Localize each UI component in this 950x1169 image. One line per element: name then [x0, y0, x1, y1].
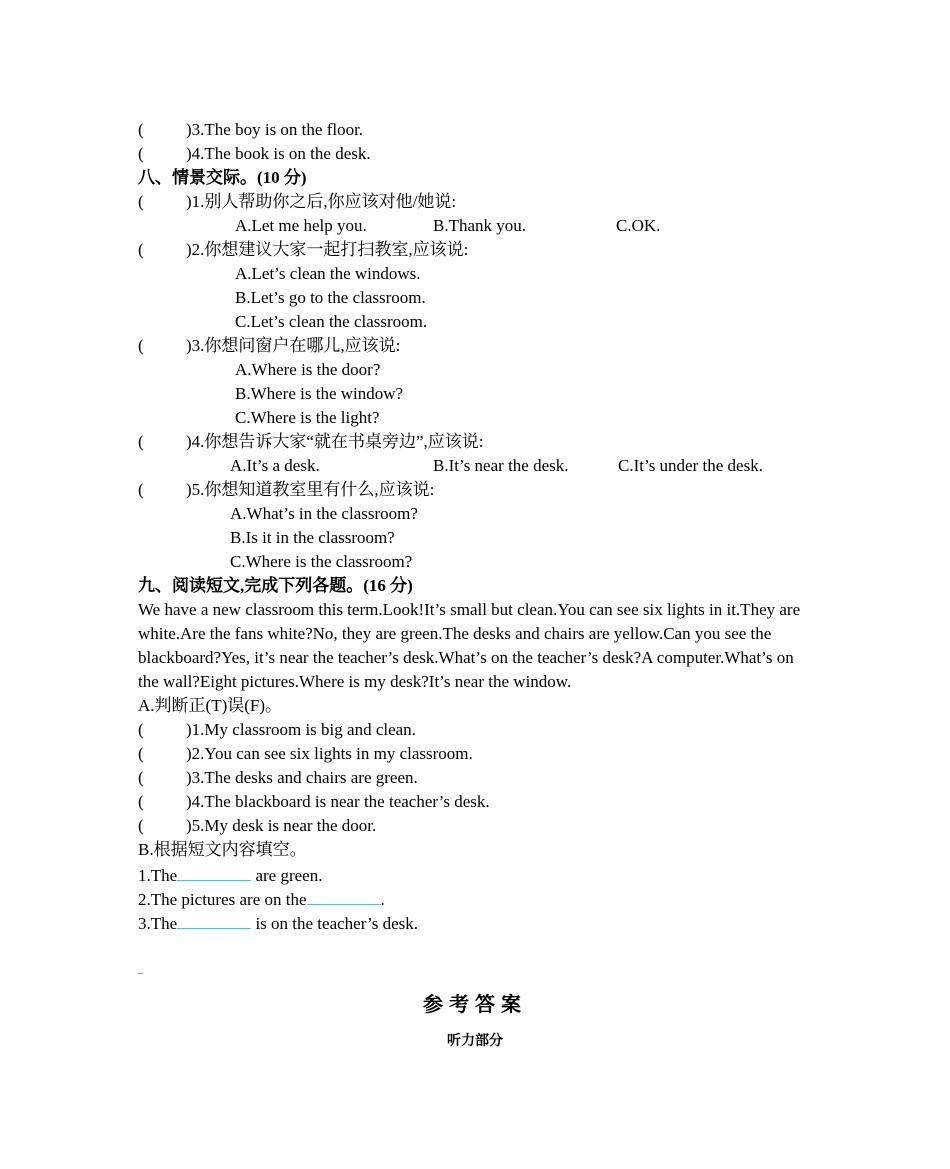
listening-section-title: 听力部分: [447, 1033, 503, 1049]
tf-item-1: [138, 718, 803, 742]
section-8-heading: 八、情景交际。(10 分): [138, 168, 307, 187]
option-b: B.Is it in the classroom?: [230, 528, 395, 547]
q8-q1-options: [138, 214, 803, 238]
option-c: C.OK.: [616, 216, 661, 235]
q8-q4-options: [138, 454, 803, 478]
q7-item-3: [138, 118, 803, 142]
q8-question-2: [138, 238, 803, 262]
option-a: A.Let’s clean the windows.: [235, 264, 421, 283]
answer-paren[interactable]: (: [138, 480, 144, 499]
answer-paren[interactable]: (: [138, 432, 144, 451]
tf-item-text: )5.My desk is near the door.: [186, 816, 377, 835]
q8-question-1: [138, 190, 803, 214]
question-text: )4.你想告诉大家“就在书桌旁边”,应该说:: [186, 432, 484, 451]
answer-paren[interactable]: (: [138, 240, 144, 259]
part-b-title: B.根据短文内容填空。: [138, 840, 307, 859]
question-text: )1.别人帮助你之后,你应该对他/她说:: [186, 192, 457, 211]
q7-item-text: )4.The book is on the desk.: [186, 144, 371, 163]
question-text: )5.你想知道教室里有什么,应该说:: [186, 480, 435, 499]
option-a: A.Let me help you.: [235, 216, 367, 235]
question-text: )3.你想问窗户在哪儿,应该说:: [186, 336, 401, 355]
option-c: C.It’s under the desk.: [618, 456, 763, 475]
answer-paren[interactable]: (: [138, 792, 144, 811]
reading-passage: We have a new classroom this term.Look!It’s small but clean.You can see six lights in it.They are white.Are the fans white?No, they are green.The desks and chairs are yellow.Can you see the blackboard?Yes, it’s near the teacher’s desk.What’s on the teacher’s desk?A computer.What’s on the wall?Eight pictures.Where is my desk?It’s near the window.: [138, 600, 801, 691]
option-a: A.It’s a desk.: [230, 456, 320, 475]
tf-item-text: )1.My classroom is big and clean.: [186, 720, 416, 739]
option-b: B.Thank you.: [433, 216, 527, 235]
option-c: C.Let’s clean the classroom.: [235, 312, 428, 331]
tf-item-5: [138, 814, 803, 838]
q7-item-text: )3.The boy is on the floor.: [186, 120, 364, 139]
worksheet-page: [138, 118, 803, 934]
option-c: C.Where is the light?: [235, 408, 380, 427]
q8-question-5: [138, 478, 803, 502]
option-b: B.It’s near the desk.: [433, 456, 569, 475]
answer-paren[interactable]: (: [138, 192, 144, 211]
stray-underline: [138, 970, 143, 974]
fill-blank[interactable]: [177, 862, 251, 881]
question-text: )2.你想建议大家一起打扫教室,应该说:: [186, 240, 469, 259]
q7-item-4: [138, 142, 803, 166]
tf-item-text: )4.The blackboard is near the teacher’s desk.: [186, 792, 490, 811]
q8-question-3: [138, 334, 803, 358]
option-a: A.Where is the door?: [235, 360, 381, 379]
section-9-heading: 九、阅读短文,完成下列各题。(16 分): [138, 576, 413, 595]
fill-item-2: 2.The pictures are on the .: [138, 886, 803, 910]
answer-key-title: 参考答案: [423, 992, 527, 1016]
q8-question-4: [138, 430, 803, 454]
tf-item-3: [138, 766, 803, 790]
answer-paren[interactable]: (: [138, 720, 144, 739]
option-c: C.Where is the classroom?: [230, 552, 413, 571]
answer-paren[interactable]: (: [138, 120, 144, 139]
fill-blank[interactable]: [177, 910, 251, 929]
answer-paren[interactable]: (: [138, 336, 144, 355]
fill-blank[interactable]: [307, 886, 381, 905]
tf-item-2: [138, 742, 803, 766]
tf-item-text: )3.The desks and chairs are green.: [186, 768, 418, 787]
fill-item-1: 1.The are green.: [138, 862, 803, 886]
answer-paren[interactable]: (: [138, 744, 144, 763]
option-a: A.What’s in the classroom?: [230, 504, 418, 523]
answer-paren[interactable]: (: [138, 816, 144, 835]
option-b: B.Let’s go to the classroom.: [235, 288, 426, 307]
option-b: B.Where is the window?: [235, 384, 404, 403]
answer-paren[interactable]: (: [138, 768, 144, 787]
part-a-title: A.判断正(T)误(F)。: [138, 696, 283, 715]
tf-item-4: [138, 790, 803, 814]
fill-item-3: 3.The is on the teacher’s desk.: [138, 910, 803, 934]
answer-paren[interactable]: (: [138, 144, 144, 163]
tf-item-text: )2.You can see six lights in my classroom.: [186, 744, 473, 763]
